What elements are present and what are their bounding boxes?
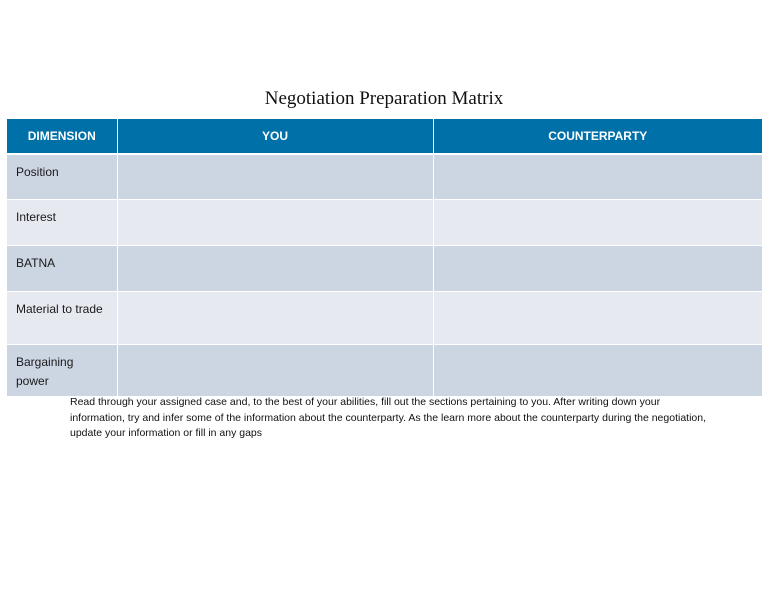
table-header-row [7, 119, 762, 154]
counterparty-cell[interactable] [433, 246, 762, 292]
column-header-dimension: DIMENSION [7, 119, 117, 154]
you-cell[interactable] [117, 200, 433, 246]
counterparty-cell[interactable] [433, 154, 762, 200]
table-row [7, 292, 762, 345]
dimension-cell: Position [7, 154, 117, 200]
table-row [7, 154, 762, 200]
counterparty-cell[interactable] [433, 200, 762, 246]
you-cell[interactable] [117, 154, 433, 200]
counterparty-cell[interactable] [433, 292, 762, 345]
column-header-counterparty: COUNTERPARTY [433, 119, 762, 154]
you-cell[interactable] [117, 292, 433, 345]
table-row [7, 246, 762, 292]
you-cell[interactable] [117, 246, 433, 292]
counterparty-cell[interactable] [433, 345, 762, 397]
negotiation-matrix-table [7, 119, 762, 397]
table-row [7, 345, 762, 397]
dimension-cell: Bargaining power [7, 345, 117, 397]
table-row [7, 200, 762, 246]
instructions-text: Read through your assigned case and, to the best of your abilities, fill out the sections pertaining to you. After writing down your information, try and infer some of the information about the counterparty. As the learn more about the counterparty during the negotiation, update your information or fill in any gaps [70, 396, 707, 439]
dimension-cell: Material to trade [7, 292, 117, 345]
you-cell[interactable] [117, 345, 433, 397]
dimension-cell: BATNA [7, 246, 117, 292]
dimension-cell: Interest [7, 200, 117, 246]
column-header-you: YOU [117, 119, 433, 154]
page-title: Negotiation Preparation Matrix [264, 88, 504, 109]
